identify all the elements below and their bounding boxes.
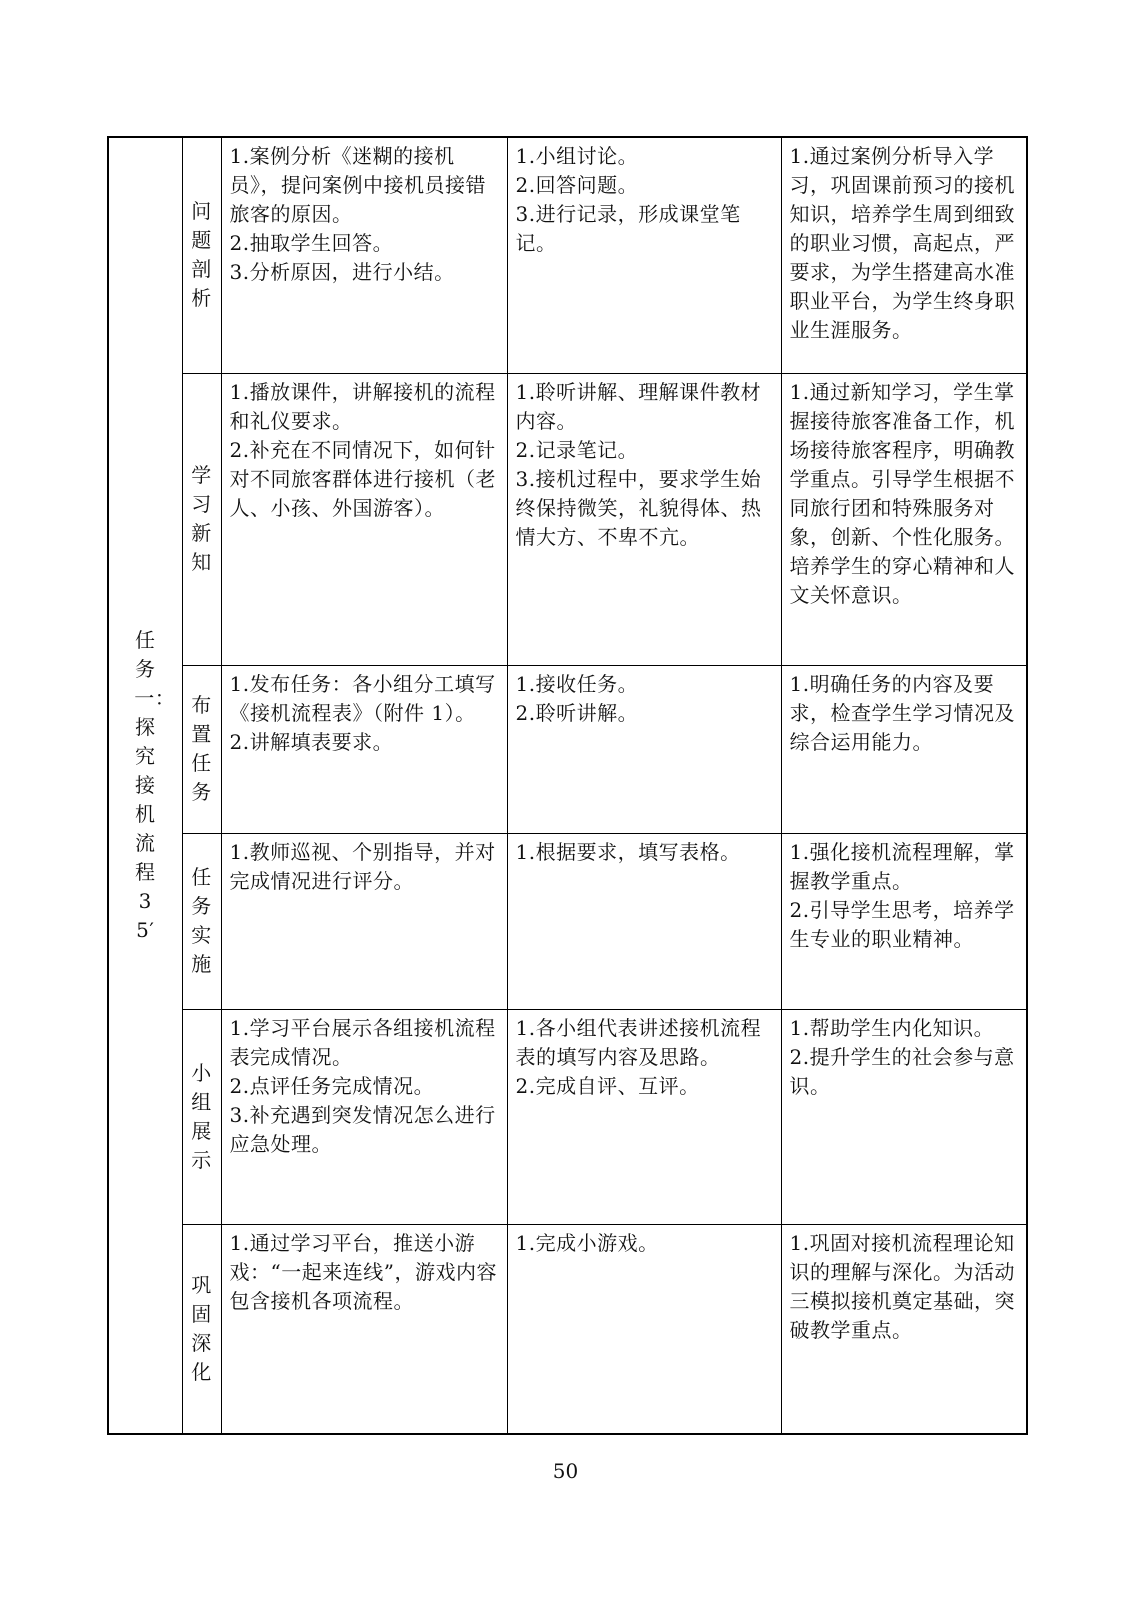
phase-label: 问题剖析	[191, 199, 212, 311]
student-activity-item: 2.回答问题。	[515, 173, 639, 197]
student-activity-item: 2.聆听讲解。	[515, 700, 639, 725]
phase-label: 巩固深化	[191, 1272, 212, 1384]
teacher-activity-item: 3.补充遇到突发情况怎么进行应急处理。	[229, 1102, 496, 1156]
phase-cell	[182, 373, 221, 665]
student-activity-item: 3.进行记录，形成课堂笔记。	[515, 202, 741, 255]
page-number: 50	[552, 1459, 579, 1483]
teacher-activity-cell	[221, 1009, 507, 1224]
student-activity-cell	[507, 373, 781, 665]
design-purpose-cell	[781, 665, 1027, 833]
student-activity-item: 1.接收任务。	[515, 671, 639, 696]
design-purpose-item: 1.强化接机流程理解，掌握教学重点。	[789, 839, 1015, 893]
design-purpose-item: 1.明确任务的内容及要求，检查学生学习情况及综合运用能力。	[789, 671, 1015, 754]
student-activity-item: 1.根据要求，填写表格。	[515, 839, 741, 864]
student-activity-item: 2.记录笔记。	[515, 437, 639, 462]
student-activity-item: 1.小组讨论。	[515, 144, 639, 168]
teacher-activity-cell	[221, 833, 507, 1009]
teacher-activity-cell	[221, 1224, 507, 1434]
phase-cell	[182, 1009, 221, 1224]
phase-label: 小组展示	[191, 1060, 212, 1172]
teacher-activity-item: 3.分析原因，进行小结。	[229, 260, 455, 284]
phase-label: 学习新知	[191, 463, 212, 574]
design-purpose-item: 1.帮助学生内化知识。	[789, 1015, 995, 1040]
student-activity-cell	[507, 833, 781, 1009]
teacher-activity-item: 1.学习平台展示各组接机流程表完成情况。	[229, 1015, 496, 1069]
phase-cell	[182, 665, 221, 833]
student-activity-item: 1.各小组代表讲述接机流程表的填写内容及思路。	[515, 1015, 762, 1069]
student-activity-item: 3.接机过程中，要求学生始终保持微笑，礼貌得体、热情大方、不卑不亢。	[515, 466, 762, 549]
teacher-activity-item: 2.补充在不同情况下，如何针对不同旅客群体进行接机（老人、小孩、外国游客）。	[229, 437, 496, 520]
lesson-plan-table	[107, 136, 1028, 1435]
teacher-activity-item: 1.发布任务：各小组分工填写《接机流程表》（附件 1）。	[229, 671, 496, 725]
design-purpose-cell	[781, 373, 1027, 665]
phase-label: 任务实施	[191, 865, 212, 976]
teacher-activity-item: 2.点评任务完成情况。	[229, 1073, 435, 1098]
table-row	[108, 1224, 1027, 1434]
student-activity-cell	[507, 1009, 781, 1224]
teacher-activity-cell	[221, 137, 507, 373]
teacher-activity-item: 1.播放课件，讲解接机的流程和礼仪要求。	[229, 379, 496, 433]
phase-cell	[182, 833, 221, 1009]
phase-cell	[182, 1224, 221, 1434]
design-purpose-item: 1.巩固对接机流程理论知识的理解与深化。为活动三模拟接机奠定基础，突破教学重点。	[789, 1230, 1015, 1342]
design-purpose-cell	[781, 1224, 1027, 1434]
design-purpose-cell	[781, 833, 1027, 1009]
phase-cell	[182, 137, 221, 373]
student-activity-item: 1.聆听讲解、理解课件教材内容。	[515, 379, 762, 433]
design-purpose-cell	[781, 137, 1027, 373]
teacher-activity-item: 1.通过学习平台，推送小游戏：“一起来连线”，游戏内容包含接机各项流程。	[229, 1230, 497, 1313]
teacher-activity-item: 2.讲解填表要求。	[229, 729, 394, 754]
teacher-activity-cell	[221, 665, 507, 833]
table-row	[108, 373, 1027, 665]
design-purpose-cell	[781, 1009, 1027, 1224]
student-activity-item: 1.完成小游戏。	[515, 1230, 659, 1255]
student-activity-cell	[507, 665, 781, 833]
design-purpose-item: 1.通过案例分析导入学习，巩固课前预习的接机知识，培养学生周到细致的职业习惯，高起点，严要求，为学生搭建高水准职业平台，为学生终身职业生涯服务。	[789, 144, 1015, 342]
teacher-activity-item: 1.案例分析《迷糊的接机员》，提问案例中接机员接错旅客的原因。	[229, 144, 486, 226]
teacher-activity-item: 2.抽取学生回答。	[229, 231, 394, 255]
table-row	[108, 833, 1027, 1009]
task-label: 任务一：探究接机流程35′	[134, 628, 176, 942]
task-label-cell	[108, 137, 182, 1434]
student-activity-cell	[507, 1224, 781, 1434]
design-purpose-item: 1.通过新知学习，学生掌握接待旅客准备工作，机场接待旅客程序，明确教学重点。引导学生根据不同旅行团和特殊服务对象，创新、个性化服务。培养学生的穿心精神和人文关怀意识。	[789, 379, 1015, 607]
table-row	[108, 137, 1027, 373]
design-purpose-item: 2.引导学生思考，培养学生专业的职业精神。	[789, 897, 1015, 951]
table-row	[108, 1009, 1027, 1224]
table-row	[108, 665, 1027, 833]
student-activity-cell	[507, 137, 781, 373]
teacher-activity-cell	[221, 373, 507, 665]
student-activity-item: 2.完成自评、互评。	[515, 1073, 700, 1098]
teacher-activity-item: 1.教师巡视、个别指导，并对完成情况进行评分。	[229, 839, 496, 893]
design-purpose-item: 2.提升学生的社会参与意识。	[789, 1044, 1015, 1098]
phase-label: 布置任务	[191, 693, 212, 804]
